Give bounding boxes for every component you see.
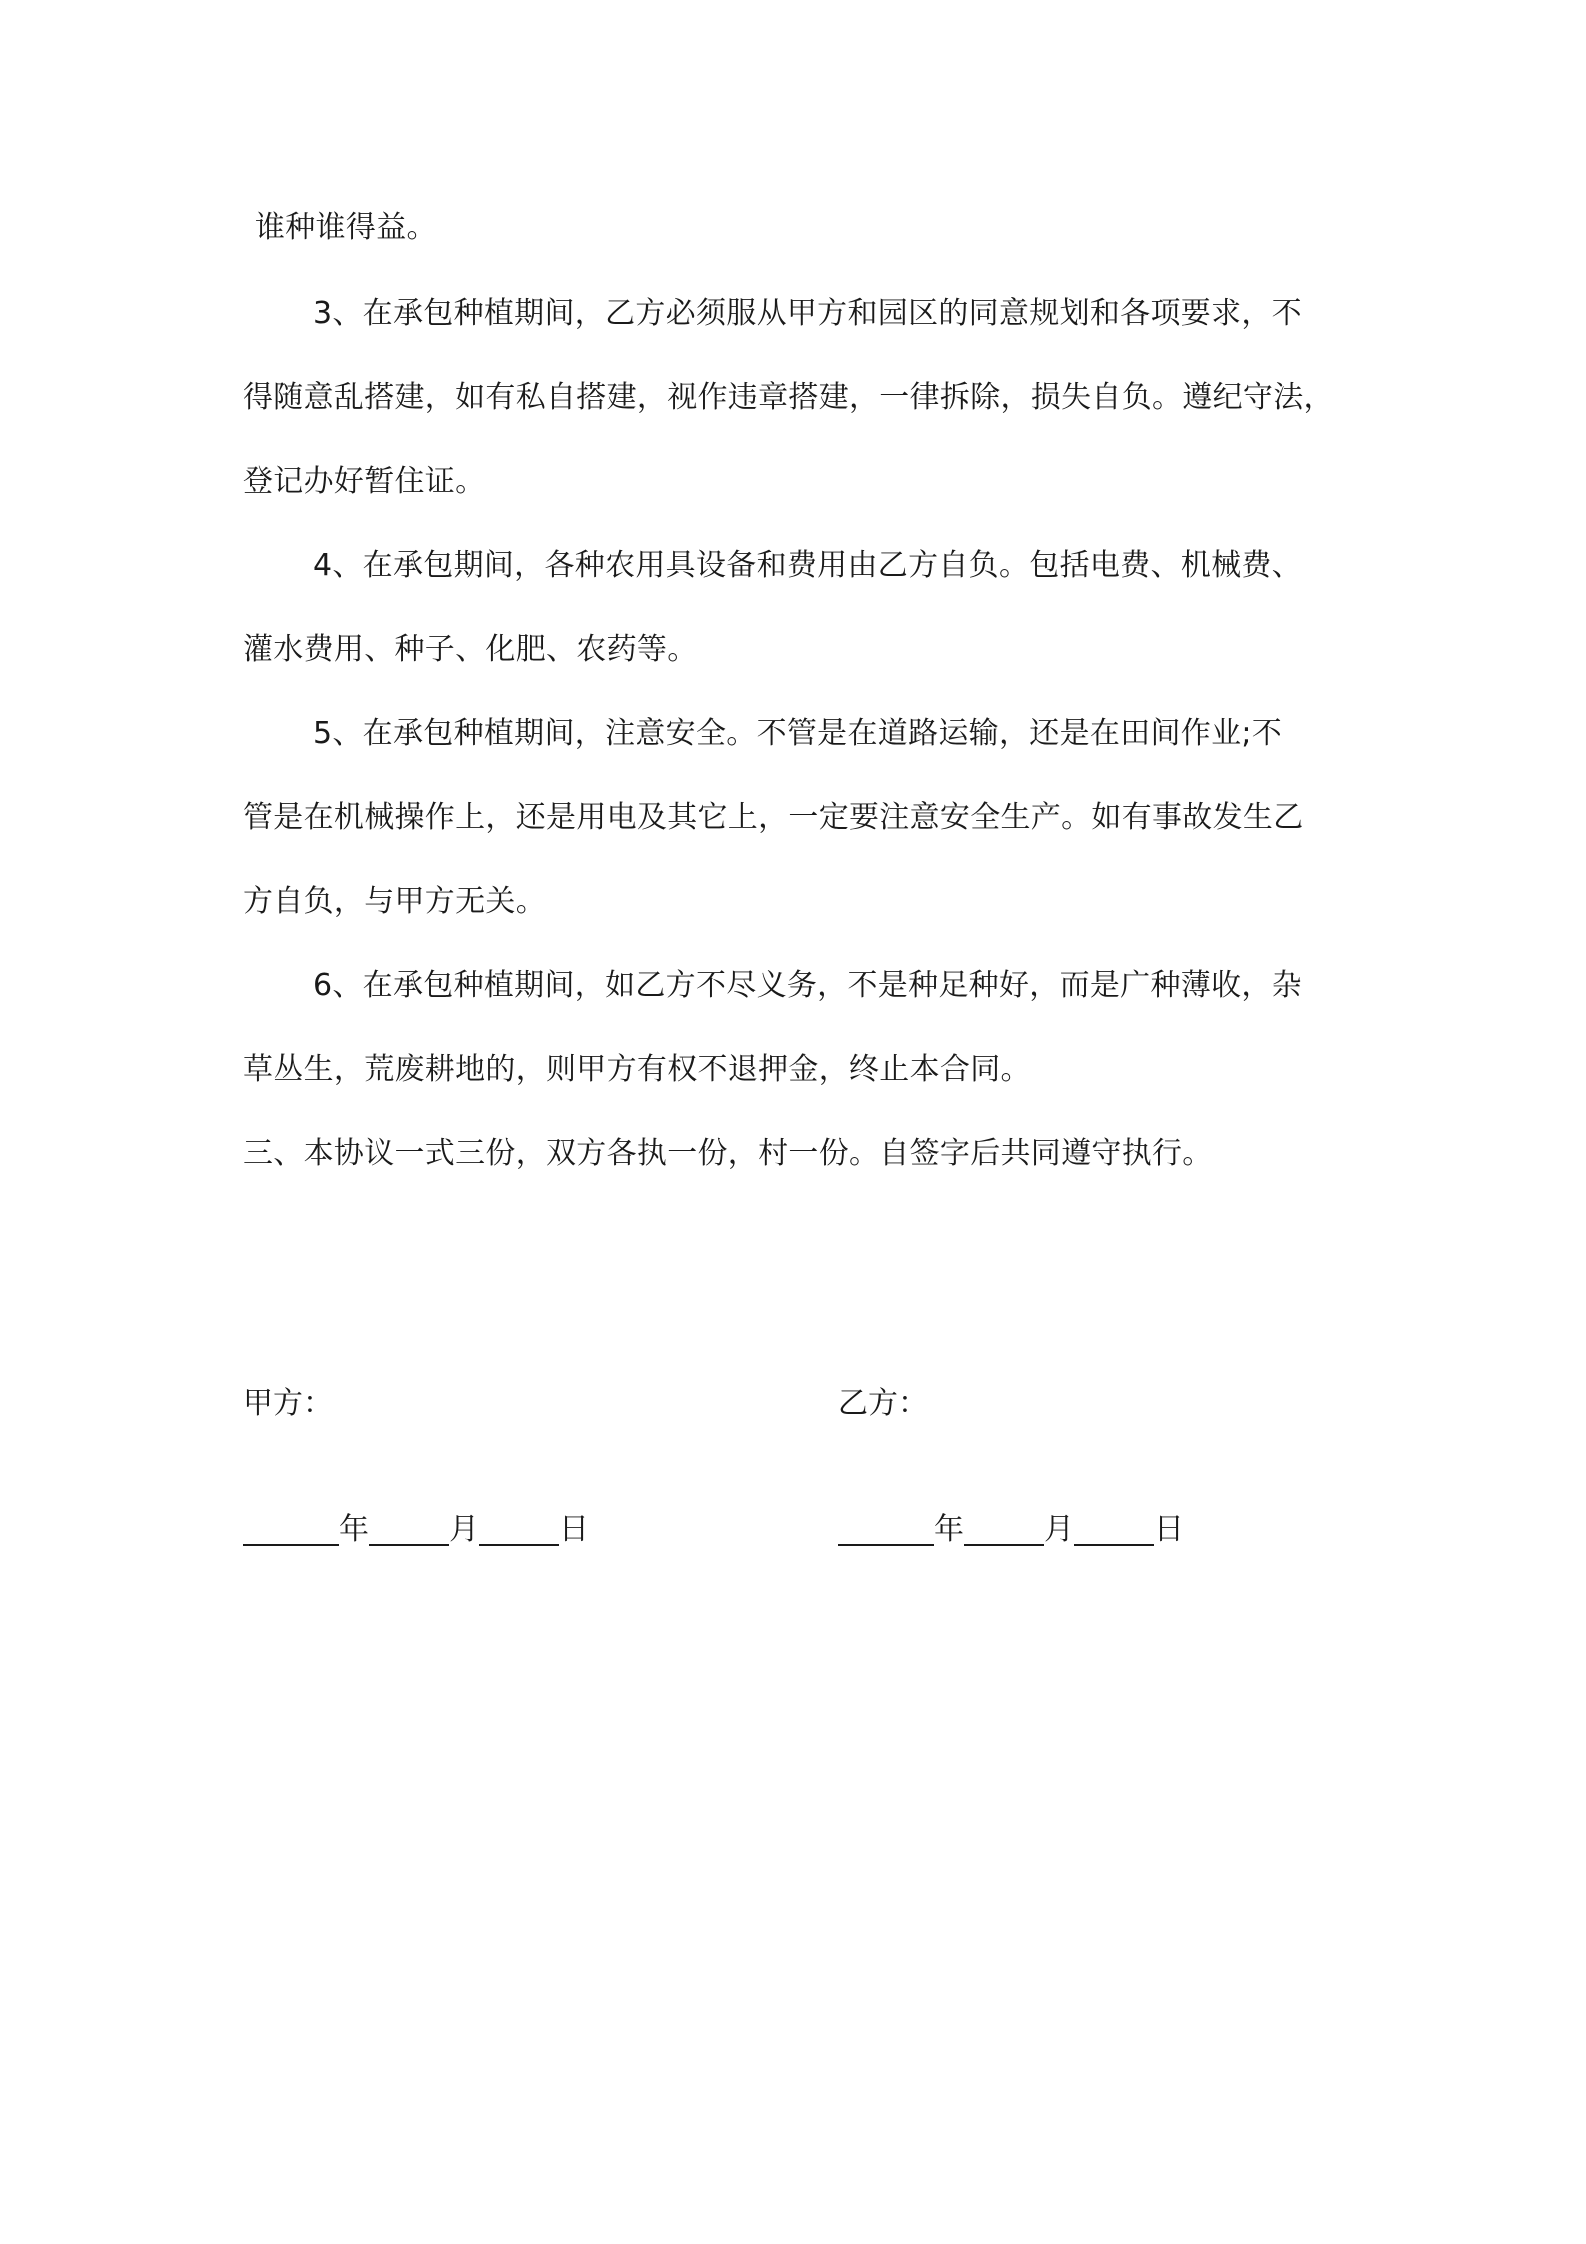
party-b-date bbox=[838, 1510, 1184, 1550]
party-b-month-unit: 月 bbox=[1044, 1512, 1074, 1547]
party-a-day-unit: 日 bbox=[559, 1512, 589, 1547]
section-3-line: 三、本协议一式三份，双方各执一份，村一份。自签字后共同遵守执行。 bbox=[243, 1136, 1213, 1171]
party-a-month-unit: 月 bbox=[449, 1512, 479, 1547]
party-b-day-unit: 日 bbox=[1154, 1512, 1184, 1547]
clause-5-line-2: 管是在机械操作上，还是用电及其它上，一定要注意安全生产。如有事故发生乙 bbox=[243, 800, 1304, 835]
party-a-label: 甲方： bbox=[243, 1386, 333, 1421]
clause-4-line-1: 4、在承包期间，各种农用具设备和费用由乙方自负。包括电费、机械费、 bbox=[313, 548, 1302, 583]
party-b-year-unit: 年 bbox=[934, 1512, 964, 1547]
party-b-year-blank bbox=[838, 1510, 934, 1546]
clause-6-line-2: 草丛生，荒废耕地的，则甲方有权不退押金，终止本合同。 bbox=[243, 1052, 1031, 1087]
party-a-year-blank bbox=[243, 1510, 339, 1546]
clause-6-line-1: 6、在承包种植期间，如乙方不尽义务，不是种足种好，而是广种薄收，杂 bbox=[313, 968, 1302, 1003]
party-a-year-unit: 年 bbox=[339, 1512, 369, 1547]
paragraph-line-1: 谁种谁得益。 bbox=[255, 210, 437, 245]
party-a-date bbox=[243, 1510, 589, 1550]
clause-3-line-3: 登记办好暂住证。 bbox=[243, 464, 486, 499]
party-b-month-blank bbox=[964, 1510, 1044, 1546]
clause-3-line-2: 得随意乱搭建，如有私自搭建，视作违章搭建，一律拆除，损失自负。遵纪守法， bbox=[243, 380, 1334, 415]
party-a-month-blank bbox=[369, 1510, 449, 1546]
party-b-label: 乙方： bbox=[838, 1386, 928, 1421]
clause-5-line-1: 5、在承包种植期间，注意安全。不管是在道路运输，还是在田间作业;不 bbox=[313, 716, 1283, 751]
party-a-day-blank bbox=[479, 1510, 559, 1546]
clause-5-line-3: 方自负，与甲方无关。 bbox=[243, 884, 546, 919]
party-b-day-blank bbox=[1074, 1510, 1154, 1546]
clause-3-line-1: 3、在承包种植期间，乙方必须服从甲方和园区的同意规划和各项要求，不 bbox=[313, 296, 1302, 331]
clause-4-line-2: 灌水费用、种子、化肥、农药等。 bbox=[243, 632, 698, 667]
